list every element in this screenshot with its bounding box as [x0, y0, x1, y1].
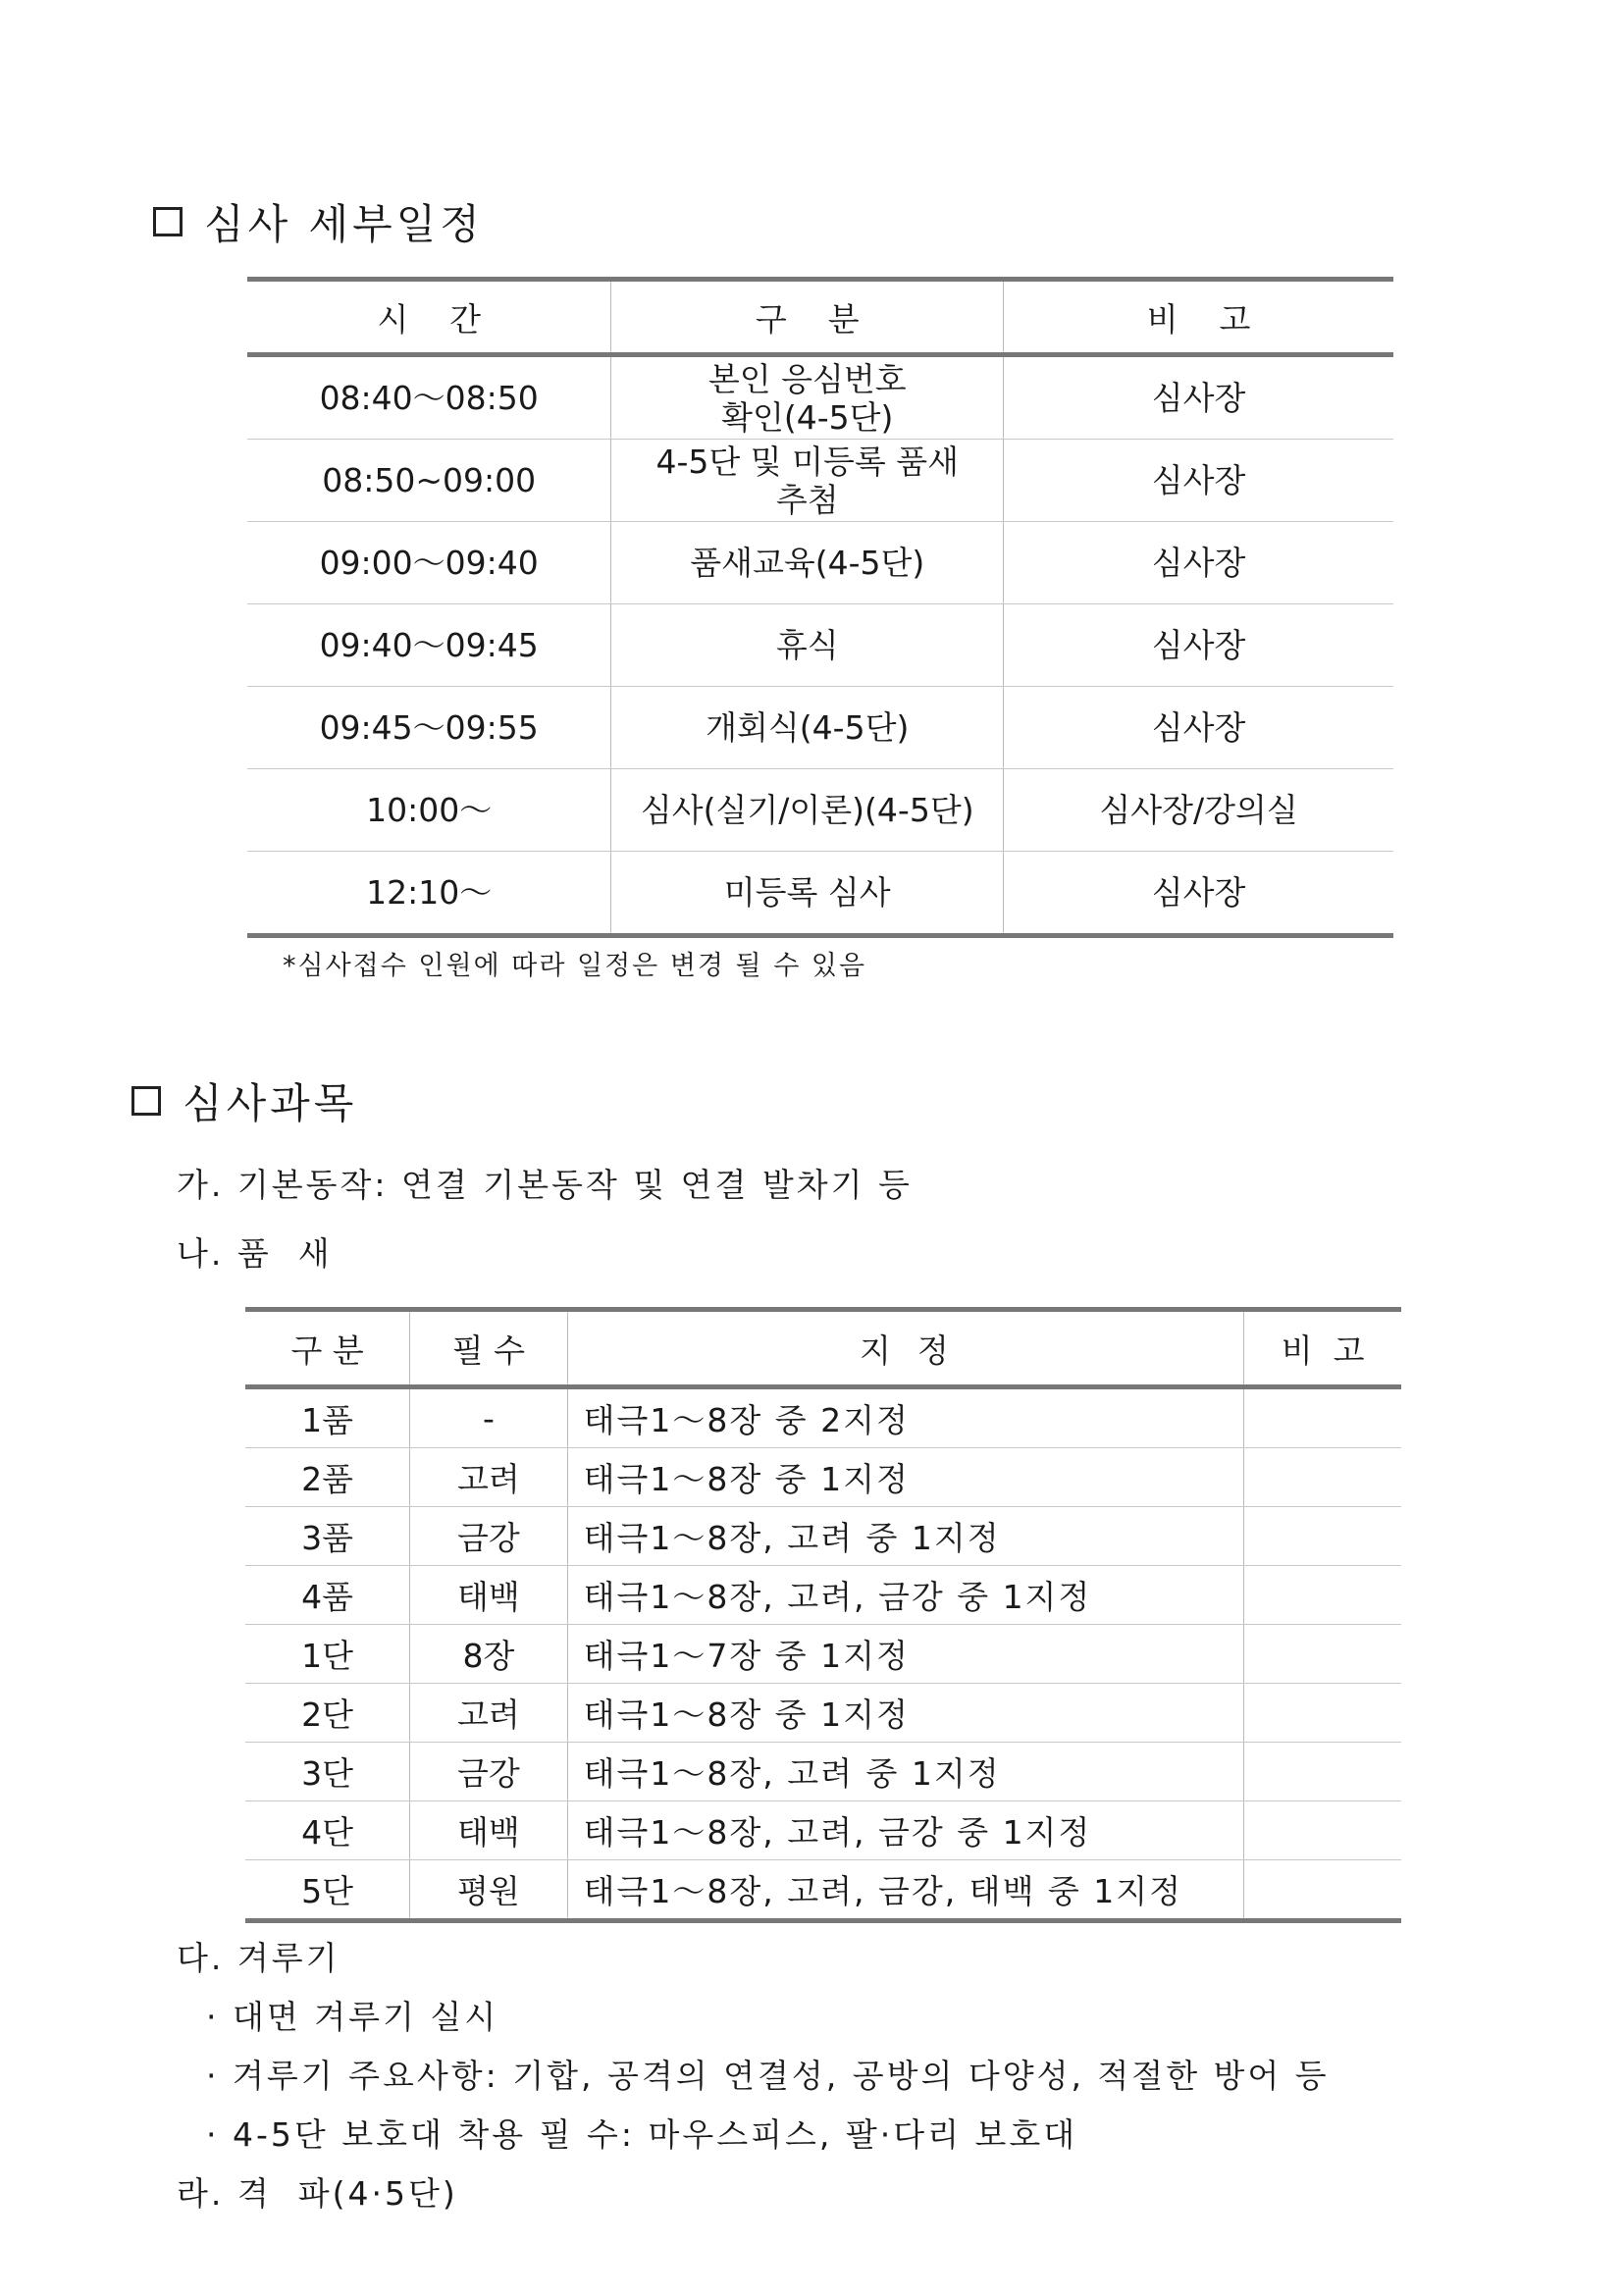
- schedule-note: 심사장: [1004, 604, 1393, 687]
- item-sparring: 다. 겨루기: [177, 1939, 340, 1977]
- header-remarks: 비 고: [1244, 1310, 1401, 1387]
- schedule-row: [247, 604, 1393, 687]
- schedule-row: [247, 522, 1393, 604]
- schedule-title-text: 심사 세부일정: [204, 200, 484, 248]
- header-required: 필 수: [410, 1310, 567, 1387]
- schedule-row: [247, 355, 1393, 440]
- schedule-time: 09:00～09:40: [247, 522, 611, 604]
- schedule-time: 09:45～09:55: [247, 687, 611, 769]
- schedule-desc: 개회식(4-5단): [611, 687, 1004, 769]
- sparring-bullet: · 겨루기 주요사항: 기합, 공격의 연결성, 공방의 다양성, 적절한 방어 등: [206, 2057, 1330, 2095]
- poomsae-designated: 태극1～8장, 고려, 금강 중 1지정: [567, 1801, 1244, 1860]
- checkbox-square-icon: [153, 207, 183, 236]
- schedule-desc: 심사(실기/이론)(4-5단): [611, 769, 1004, 852]
- poomsae-required: 고려: [410, 1684, 567, 1743]
- poomsae-table: [245, 1307, 1401, 1923]
- schedule-desc: 품새교육(4-5단): [611, 522, 1004, 604]
- poomsae-required: 태백: [410, 1566, 567, 1625]
- item-breaking: 라. 격 파(4·5단): [177, 2174, 458, 2213]
- poomsae-required: 평원: [410, 1860, 567, 1921]
- schedule-time: 10:00～: [247, 769, 611, 852]
- schedule-table: [247, 277, 1393, 938]
- header-category: 구 분: [611, 280, 1004, 355]
- section-title-schedule: [153, 192, 484, 251]
- schedule-row: [247, 852, 1393, 936]
- poomsae-designated: 태극1～8장 중 1지정: [567, 1684, 1244, 1743]
- header-designated: 지 정: [567, 1310, 1244, 1387]
- schedule-note: 심사장: [1004, 440, 1393, 522]
- schedule-note: 심사장: [1004, 355, 1393, 440]
- poomsae-note: [1244, 1743, 1401, 1801]
- schedule-desc: 4-5단 및 미등록 품새 추첨: [611, 440, 1004, 522]
- poomsae-note: [1244, 1448, 1401, 1507]
- sparring-bullet: · 대면 겨루기 실시: [206, 1998, 499, 2036]
- poomsae-designated: 태극1～8장, 고려 중 1지정: [567, 1507, 1244, 1566]
- poomsae-required: 고려: [410, 1448, 567, 1507]
- poomsae-grade: 4단: [245, 1801, 410, 1860]
- subjects-title-text: 심사과목: [183, 1079, 358, 1127]
- poomsae-row: [245, 1801, 1401, 1860]
- poomsae-row: [245, 1387, 1401, 1448]
- item-basic-movements: 가. 기본동작: 연결 기본동작 및 연결 발차기 등: [177, 1166, 913, 1204]
- poomsae-row: [245, 1860, 1401, 1921]
- poomsae-designated: 태극1～8장 중 1지정: [567, 1448, 1244, 1507]
- poomsae-grade: 1단: [245, 1625, 410, 1684]
- poomsae-required: 태백: [410, 1801, 567, 1860]
- section-title-subjects: [131, 1071, 357, 1130]
- poomsae-note: [1244, 1387, 1401, 1448]
- poomsae-row: [245, 1507, 1401, 1566]
- poomsae-note: [1244, 1684, 1401, 1743]
- schedule-note: 심사장: [1004, 522, 1393, 604]
- poomsae-designated: 태극1～8장, 고려, 금강 중 1지정: [567, 1566, 1244, 1625]
- poomsae-note: [1244, 1860, 1401, 1921]
- poomsae-note: [1244, 1801, 1401, 1860]
- schedule-time: 09:40～09:45: [247, 604, 611, 687]
- schedule-note: 심사장: [1151, 873, 1246, 912]
- poomsae-required: 금강: [410, 1743, 567, 1801]
- schedule-time: 12:10～: [247, 852, 611, 936]
- schedule-row: [247, 687, 1393, 769]
- poomsae-designated: 태극1～8장, 고려, 금강, 태백 중 1지정: [567, 1860, 1244, 1921]
- schedule-note: 심사장: [1004, 687, 1393, 769]
- poomsae-grade: 1품: [245, 1387, 410, 1448]
- poomsae-note: [1244, 1625, 1401, 1684]
- header-time: 시 간: [247, 280, 611, 355]
- poomsae-grade: 3단: [245, 1743, 410, 1801]
- poomsae-row: [245, 1743, 1401, 1801]
- header-grade: 구 분: [245, 1310, 410, 1387]
- poomsae-required: -: [410, 1387, 567, 1448]
- schedule-time: 08:50~09:00: [247, 440, 611, 522]
- poomsae-grade: 2품: [245, 1448, 410, 1507]
- poomsae-note: [1244, 1566, 1401, 1625]
- poomsae-grade: 5단: [245, 1860, 410, 1921]
- checkbox-square-icon: [131, 1086, 161, 1116]
- schedule-footnote: *심사접수 인원에 따라 일정은 변경 될 수 있음: [283, 951, 867, 981]
- poomsae-row: [245, 1448, 1401, 1507]
- poomsae-designated: 태극1～7장 중 1지정: [567, 1625, 1244, 1684]
- poomsae-header-row: [245, 1310, 1401, 1387]
- poomsae-grade: 4품: [245, 1566, 410, 1625]
- poomsae-grade: 3품: [245, 1507, 410, 1566]
- poomsae-grade: 2단: [245, 1684, 410, 1743]
- sparring-bullet: · 4-5단 보호대 착용 필 수: 마우스피스, 팔·다리 보호대: [206, 2115, 1078, 2154]
- schedule-note: 심사장/강의실: [1004, 769, 1393, 852]
- schedule-desc: 본인 응심번호 확인(4-5단): [611, 355, 1004, 440]
- poomsae-designated: 태극1～8장 중 2지정: [567, 1387, 1244, 1448]
- schedule-desc: 휴식: [611, 604, 1004, 687]
- item-poomsae: 나. 품 새: [177, 1234, 333, 1273]
- schedule-row: [247, 769, 1393, 852]
- poomsae-row: [245, 1566, 1401, 1625]
- poomsae-designated: 태극1～8장, 고려 중 1지정: [567, 1743, 1244, 1801]
- poomsae-row: [245, 1625, 1401, 1684]
- header-remarks: 비 고: [1004, 280, 1393, 355]
- poomsae-required: 8장: [410, 1625, 567, 1684]
- schedule-header-row: [247, 280, 1393, 355]
- poomsae-note: [1244, 1507, 1401, 1566]
- poomsae-required: 금강: [410, 1507, 567, 1566]
- schedule-row: [247, 440, 1393, 522]
- schedule-desc: 미등록 심사: [611, 852, 1004, 936]
- poomsae-row: [245, 1684, 1401, 1743]
- schedule-time: 08:40～08:50: [247, 355, 611, 440]
